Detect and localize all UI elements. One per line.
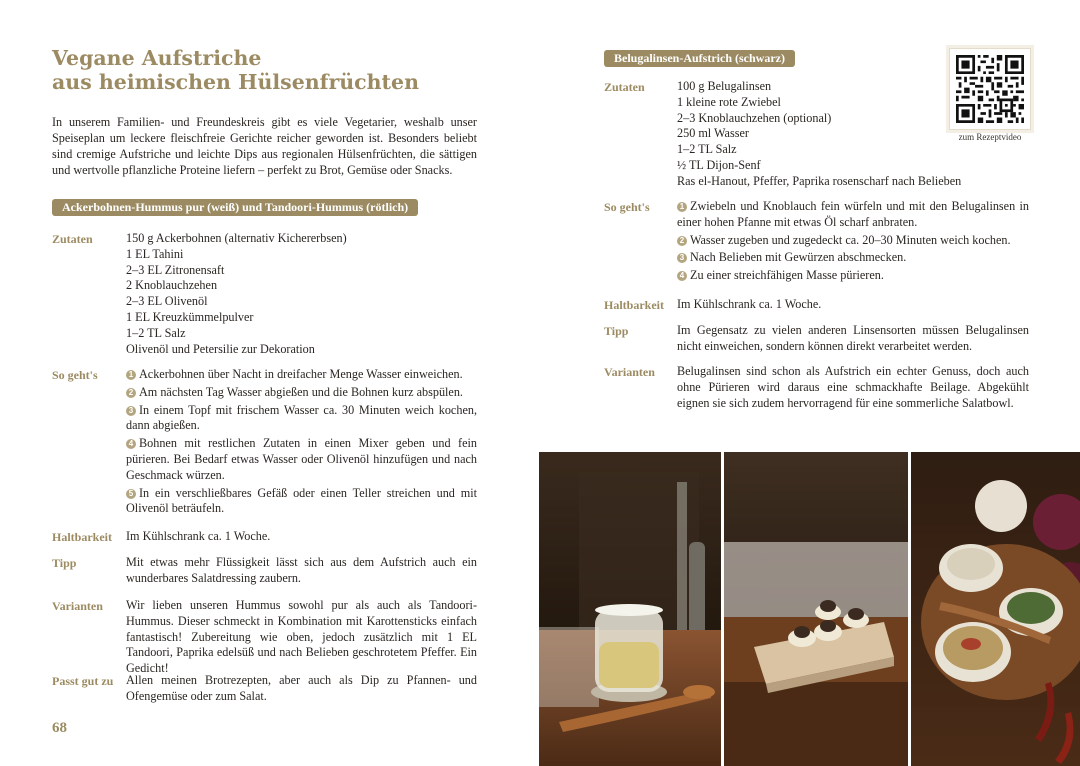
ingredient-item: 1–2 TL Salz bbox=[126, 325, 186, 340]
step-number-icon: 4 bbox=[677, 271, 687, 281]
step-item bbox=[126, 403, 477, 435]
qr-code-graphic bbox=[956, 55, 1024, 123]
tip-text: Im Gegensatz zu vielen anderen Linsensorten müssen Belugalinsen nicht einweichen, sondern können direkt verarbeitet werden. bbox=[677, 323, 1029, 353]
title-line-1: Vegane Aufstriche bbox=[52, 46, 262, 70]
ingredient-item: 2–3 Knoblauchzehen (optional) bbox=[677, 110, 832, 125]
label-shelf-life: Haltbarkeit bbox=[604, 298, 664, 312]
ingredient-item: 1–2 TL Salz bbox=[677, 142, 737, 157]
ingredient-item: 2–3 EL Olivenöl bbox=[126, 294, 208, 309]
step-item bbox=[126, 486, 477, 518]
recipe-title-hummus: Ackerbohnen-Hummus pur (weiß) und Tandoori-Hummus (rötlich) bbox=[52, 199, 418, 216]
photo-egg-lentil bbox=[724, 452, 908, 766]
pairs-with-text: Allen meinen Brotrezepten, aber auch als Dip zu Pfannen- und Ofengemüse oder zum Salat. bbox=[126, 673, 477, 703]
intro-paragraph: In unserem Familien- und Freundeskreis gibt es viele Vegetarier, weshalb unser Speiseplan um leckere fleischfreie Gerichte reicher geworden ist. Besonders beliebt sind cremige Aufstriche und leichte Dips aus regionalen Hülsenfrüchten, die sättigen und wertvolle pflanzliche Proteine liefern – perfekt zu Brot, Gemüse oder Snacks. bbox=[52, 115, 477, 177]
ingredient-item: 1 kleine rote Zwiebel bbox=[677, 94, 781, 109]
ingredient-item: 1 EL Kreuzkümmelpulver bbox=[126, 309, 254, 324]
label-variants: Varianten bbox=[52, 599, 103, 613]
right-page bbox=[540, 0, 1080, 766]
shelf-life-text: Im Kühlschrank ca. 1 Woche. bbox=[126, 529, 271, 543]
step-text: Nach Belieben mit Gewürzen abschmecken. bbox=[690, 250, 907, 265]
step-item bbox=[126, 367, 477, 383]
qr-code-icon[interactable] bbox=[949, 48, 1031, 130]
ingredient-item: 100 g Belugalinsen bbox=[677, 79, 772, 93]
step-list bbox=[677, 199, 1029, 286]
step-number-icon: 2 bbox=[677, 236, 687, 246]
step-text: Zwiebeln und Knoblauch fein würfeln und mit den Belugalinsen in einer hohen Pfanne mit etwas Öl scharf anbraten. bbox=[677, 199, 1029, 229]
page-number: 68 bbox=[52, 720, 67, 736]
label-steps: So geht's bbox=[604, 200, 650, 214]
label-pairs-with: Passt gut zu bbox=[52, 674, 114, 688]
label-variants: Varianten bbox=[604, 365, 655, 379]
ingredient-item: 250 ml Wasser bbox=[677, 126, 749, 141]
step-text: Ackerbohnen über Nacht in dreifacher Menge Wasser einweichen. bbox=[139, 367, 463, 381]
label-ingredients: Zutaten bbox=[604, 80, 645, 94]
step-number-icon: 3 bbox=[677, 253, 687, 263]
step-item bbox=[677, 233, 1029, 249]
step-item bbox=[126, 436, 477, 483]
label-shelf-life: Haltbarkeit bbox=[52, 530, 112, 544]
step-text: In ein verschließbares Gefäß oder einen Teller streichen und mit Olivenöl beträufeln. bbox=[126, 485, 477, 516]
label-ingredients: Zutaten bbox=[52, 232, 93, 246]
ingredient-list bbox=[677, 79, 961, 190]
ingredient-item: 2 Knoblauchzehen bbox=[126, 278, 218, 293]
step-number-icon: 2 bbox=[126, 388, 136, 398]
step-text: In einem Topf mit frischem Wasser ca. 30 Minuten weich kochen, dann abgießen. bbox=[126, 402, 477, 433]
title-line-2: aus heimischen Hülsenfrüchten bbox=[52, 70, 419, 94]
step-item bbox=[126, 385, 477, 401]
label-tip: Tipp bbox=[52, 556, 77, 570]
label-steps: So geht's bbox=[52, 368, 98, 382]
step-text: Zu einer streichfähigen Masse pürieren. bbox=[690, 268, 884, 283]
variants-text: Belugalinsen sind schon als Aufstrich ein echter Genuss, doch auch ohne Pürieren wird daraus eine schmackhafte Beilage. Abgekühlt eignen sie sich zudem hervorragend für eine sommerliche Salatbowl. bbox=[677, 364, 1029, 410]
step-number-icon: 3 bbox=[126, 406, 136, 416]
ingredient-item: 2–3 EL Zitronensaft bbox=[126, 262, 225, 277]
step-item bbox=[677, 199, 1029, 231]
step-item bbox=[677, 268, 1029, 284]
recipe-title-beluga: Belugalinsen-Aufstrich (schwarz) bbox=[604, 50, 795, 67]
ingredient-list bbox=[126, 231, 347, 357]
qr-caption: zum Rezeptvideo bbox=[958, 132, 1022, 142]
step-number-icon: 1 bbox=[677, 202, 687, 212]
photo-dip-bowls bbox=[911, 452, 1080, 766]
tip-text: Mit etwas mehr Flüssigkeit lässt sich aus dem Aufstrich auch ein wunderbares Salatdressing zaubern. bbox=[126, 555, 477, 585]
shelf-life-text: Im Kühlschrank ca. 1 Woche. bbox=[677, 297, 822, 311]
step-number-icon: 5 bbox=[126, 489, 136, 499]
step-item bbox=[677, 250, 1029, 266]
page-title bbox=[52, 46, 419, 94]
photo-hummus-jar bbox=[539, 452, 721, 766]
step-text: Bohnen mit restlichen Zutaten in einen Mixer geben und fein pürieren. Bei Bedarf etwas Wasser oder Olivenöl hinzufügen und nach Geschmack würzen. bbox=[126, 436, 477, 482]
ingredient-item: Ras el-Hanout, Pfeffer, Paprika rosenscharf nach Belieben bbox=[677, 173, 962, 188]
step-number-icon: 4 bbox=[126, 439, 136, 449]
label-tip: Tipp bbox=[604, 324, 629, 338]
step-list bbox=[126, 367, 477, 519]
step-number-icon: 1 bbox=[126, 370, 136, 380]
ingredient-item: Olivenöl und Petersilie zur Dekoration bbox=[126, 341, 315, 356]
ingredient-item: 1 EL Tahini bbox=[126, 246, 184, 261]
step-text: Am nächsten Tag Wasser abgießen und die Bohnen kurz abspülen. bbox=[139, 384, 463, 399]
step-text: Wasser zugeben und zugedeckt ca. 20–30 Minuten weich kochen. bbox=[690, 232, 1011, 247]
variants-text: Wir lieben unseren Hummus sowohl pur als auch als Tandoori-Hummus. Dieser schmeckt in Kombination mit Karottensticks einfach fantastisch! Zubereitung wie oben, jedoch zusätzlich mit 1 EL Tandoori, Paprika edelsüß und nach Belieben geschrotetem Pfeffer. Ein Gedicht! bbox=[126, 598, 477, 676]
ingredient-item: ½ TL Dijon-Senf bbox=[677, 157, 761, 172]
ingredient-item: 150 g Ackerbohnen (alternativ Kichererbsen) bbox=[126, 231, 347, 245]
